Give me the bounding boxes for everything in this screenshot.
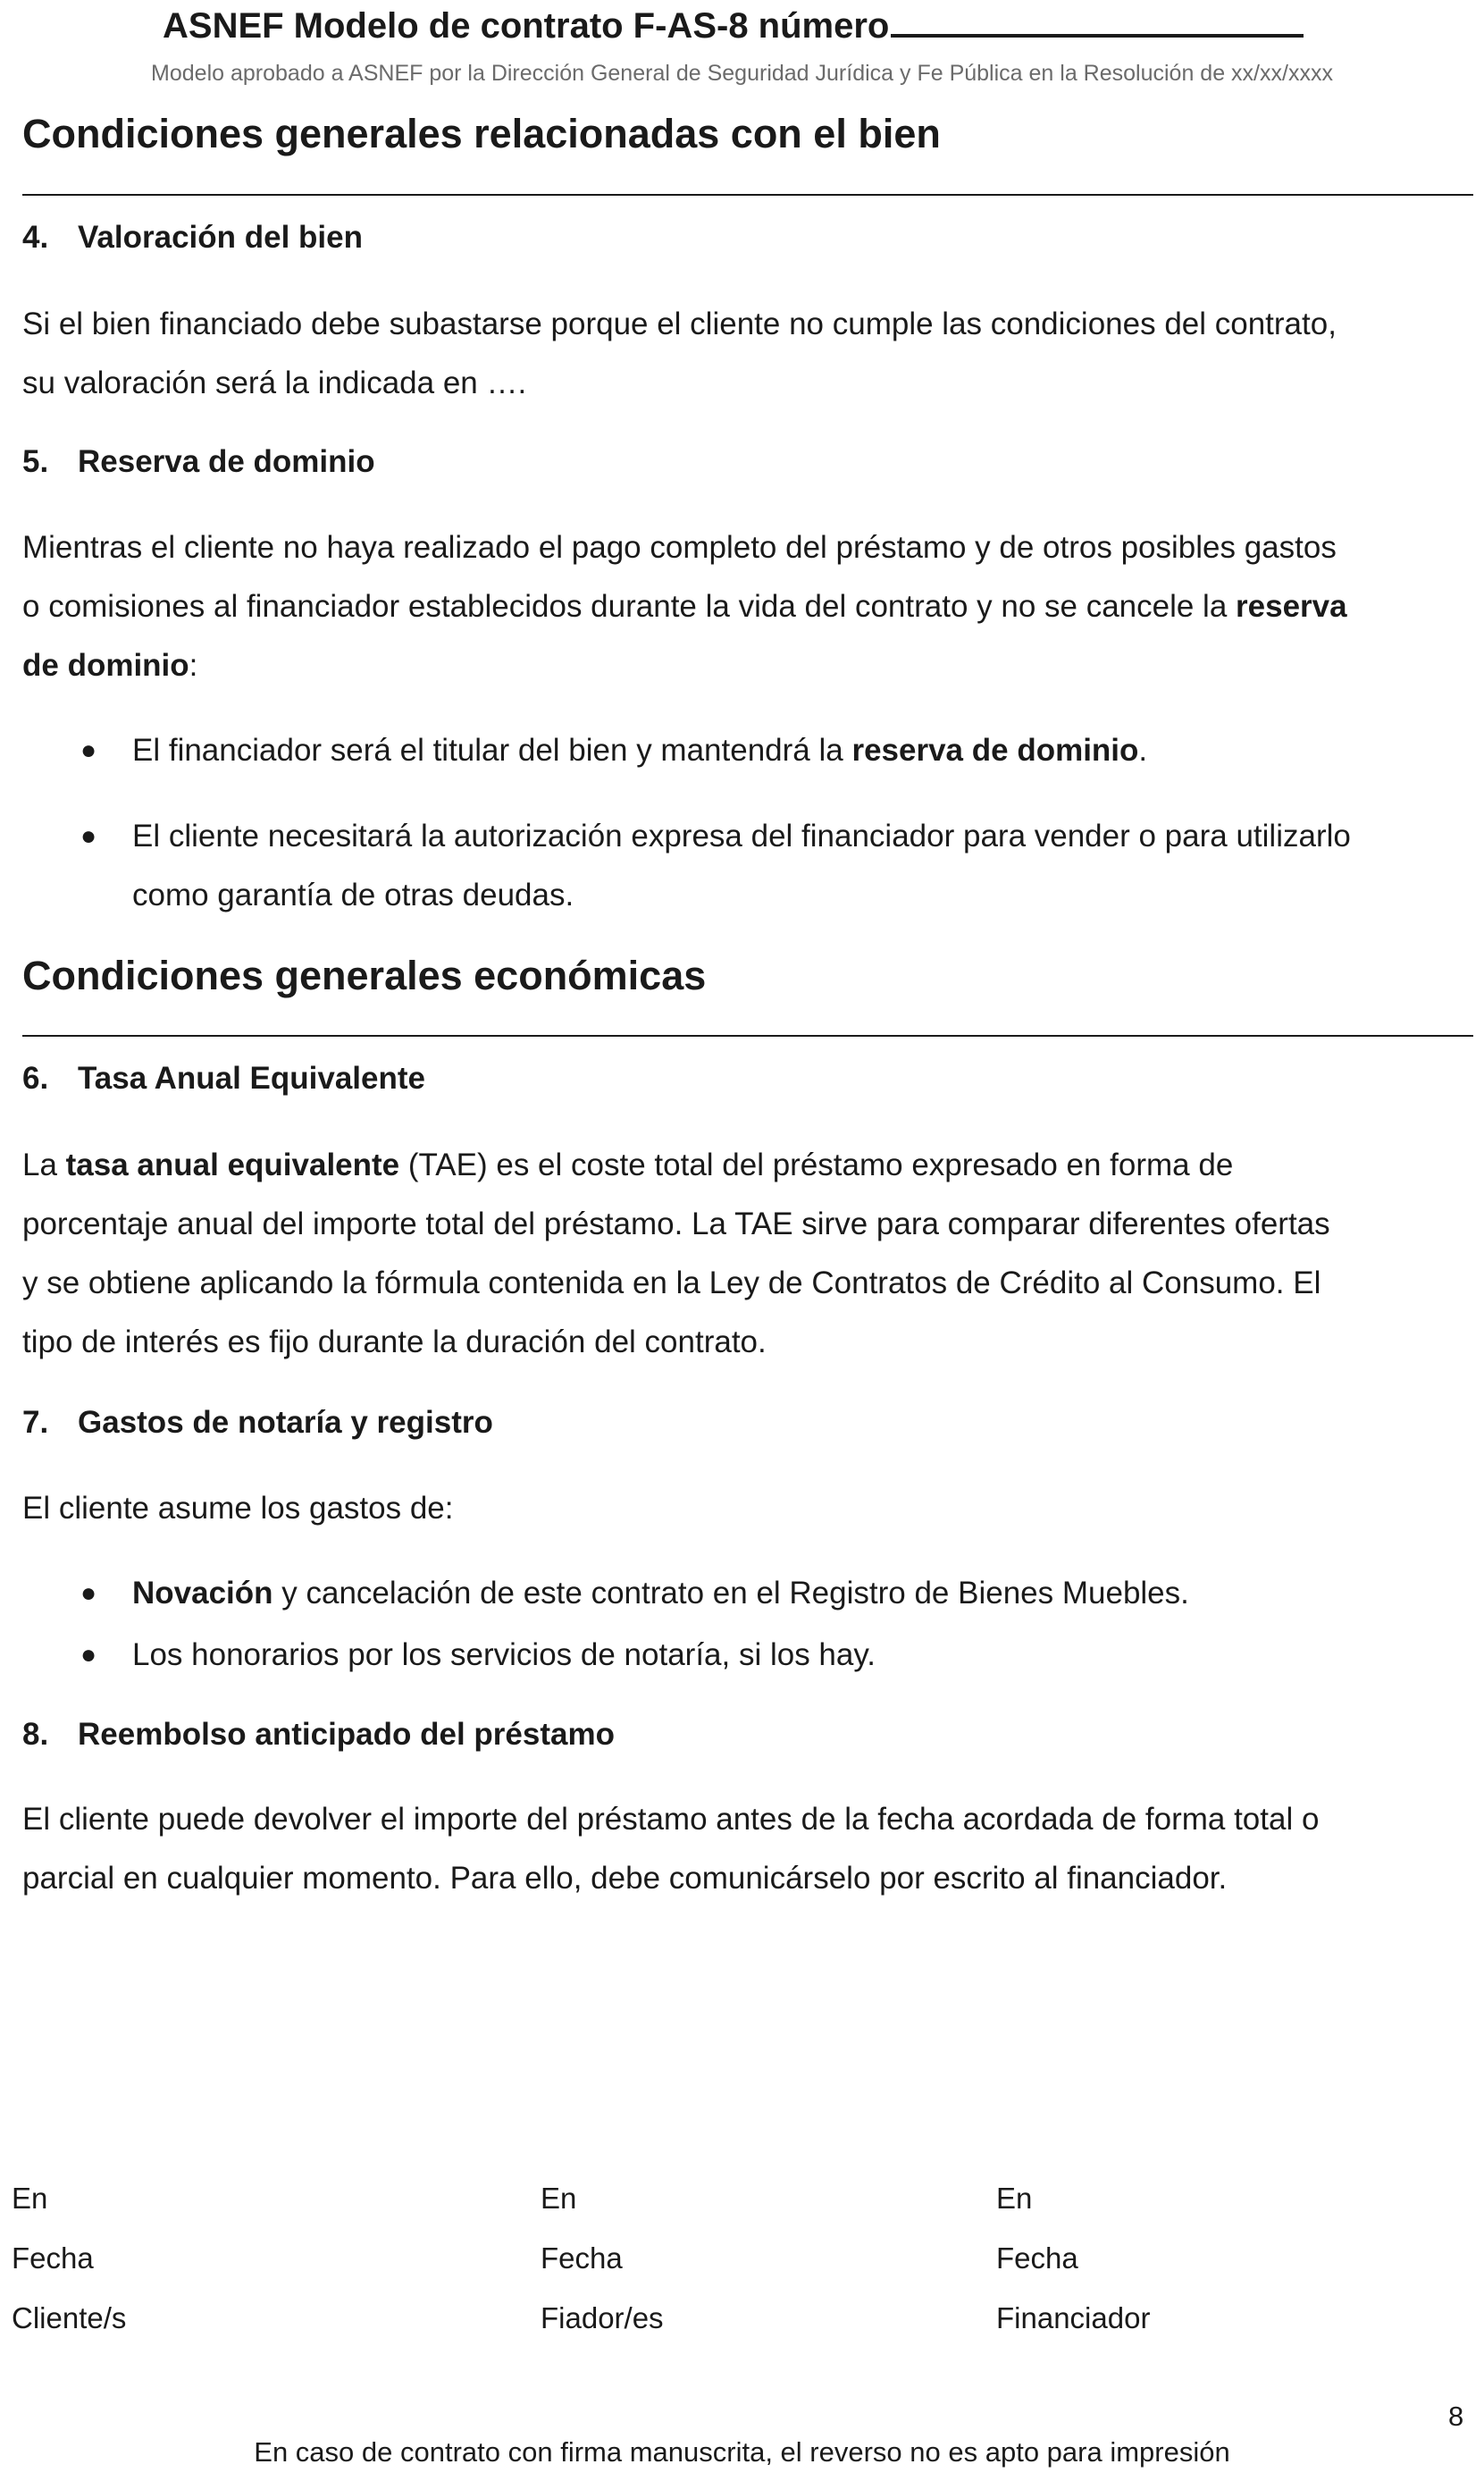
signature-block-fiador [541, 2168, 664, 2348]
text-line: Si el bien financiado debe subastarse porque el cliente no cumple las condiciones del contrato, [22, 307, 1337, 341]
bold-term: reserva de dominio [851, 733, 1139, 768]
bullet-dot-icon: ● [80, 821, 97, 851]
bullet-dot-icon: ● [80, 1578, 97, 1608]
footer-note: En caso de contrato con firma manuscrita, el reverso no es apto para impresión [254, 2436, 1230, 2468]
text-run: . [1138, 733, 1148, 768]
bold-term: Novación [132, 1576, 273, 1611]
clause-4-heading [22, 220, 363, 256]
text-run: o comisiones al financiador establecidos durante la vida del contrato y no se cancele la [22, 589, 1237, 624]
clause-title: Valoración del bien [78, 220, 363, 255]
clause-title: Reembolso anticipado del préstamo [78, 1717, 615, 1752]
clause-number: 8. [22, 1717, 49, 1752]
clause-6-heading [22, 1061, 425, 1097]
text-line [22, 636, 1479, 695]
bullet-dot-icon: ● [80, 736, 97, 765]
text-line: como garantía de otras deudas. [132, 878, 574, 913]
bullet-text [132, 1564, 1189, 1623]
text-line: tipo de interés es fijo durante la duración del contrato. [22, 1325, 767, 1359]
signature-party-label: Financiador [996, 2301, 1151, 2334]
clause-8-heading [22, 1717, 615, 1753]
bullet-text: Los honorarios por los servicios de notaría, si los hay. [132, 1637, 876, 1672]
text-line: El cliente asume los gastos de: [22, 1491, 454, 1526]
clause-5-text [22, 518, 1479, 695]
signature-block-financiador [996, 2168, 1150, 2348]
signature-date-label: Fecha [12, 2241, 94, 2275]
text-run: El financiador será el titular del bien y mantendrá la [132, 733, 852, 768]
clause-number: 6. [22, 1061, 49, 1096]
clause-8-text [22, 1790, 1479, 1908]
document-header-title [163, 4, 1304, 46]
document-header-subtitle: Modelo aprobado a ASNEF por la Dirección General de Seguridad Jurídica y Fe Pública en la Resolución de xx/xx/xxxx [151, 61, 1333, 86]
signature-block-cliente [12, 2168, 126, 2348]
page-number: 8 [1448, 2401, 1464, 2432]
bullet-text [132, 807, 1351, 925]
text-line [22, 1136, 1479, 1195]
clause-title: Gastos de notaría y registro [78, 1405, 493, 1440]
text-line: y se obtiene aplicando la fórmula contenida en la Ley de Contratos de Crédito al Consumo. El [22, 1266, 1321, 1300]
clause-7-heading [22, 1405, 493, 1441]
clause-title: Tasa Anual Equivalente [78, 1061, 425, 1096]
text-line: El cliente necesitará la autorización expresa del financiador para vender o para utilizarlo [132, 819, 1351, 854]
text-run: y cancelación de este contrato en el Registro de Bienes Muebles. [272, 1576, 1189, 1611]
text-run: : [189, 648, 198, 683]
text-line: porcentaje anual del importe total del préstamo. La TAE sirve para comparar diferentes ofertas [22, 1207, 1330, 1241]
text-line: Mientras el cliente no haya realizado el pago completo del préstamo y de otros posibles gastos [22, 530, 1337, 565]
bold-term: reserva [1236, 589, 1347, 624]
section-divider [22, 194, 1473, 196]
text-line: parcial en cualquier momento. Para ello, debe comunicárselo por escrito al financiador. [22, 1861, 1228, 1896]
header-title-text: ASNEF Modelo de contrato F-AS-8 número [163, 6, 890, 46]
clause-number: 7. [22, 1405, 49, 1440]
signature-place-label: En [996, 2182, 1033, 2215]
signature-place-label: En [12, 2182, 48, 2215]
clause-7-intro [22, 1479, 1479, 1538]
signature-party-label: Cliente/s [12, 2301, 127, 2334]
clause-title: Reserva de dominio [78, 444, 375, 479]
clause-6-text [22, 1136, 1479, 1372]
clause-number: 4. [22, 220, 49, 255]
clause-number: 5. [22, 444, 49, 479]
bullet-dot-icon: ● [80, 1640, 97, 1669]
signature-party-label: Fiador/es [541, 2301, 664, 2334]
section-title-bien: Condiciones generales relacionadas con el bien [22, 111, 941, 156]
clause-5-heading [22, 444, 375, 480]
bold-term: de dominio [22, 648, 189, 683]
contract-number-blank [891, 4, 1304, 38]
signature-date-label: Fecha [541, 2241, 623, 2275]
signature-place-label: En [541, 2182, 577, 2215]
clause-4-text [22, 295, 1479, 413]
section-divider [22, 1035, 1473, 1037]
text-run: La [22, 1148, 66, 1182]
signature-date-label: Fecha [996, 2241, 1078, 2275]
text-line [22, 577, 1479, 636]
text-run: (TAE) es el coste total del préstamo expresado en forma de [399, 1148, 1234, 1182]
section-title-economicas: Condiciones generales económicas [22, 953, 707, 998]
text-line: El cliente puede devolver el importe del préstamo antes de la fecha acordada de forma total o [22, 1802, 1320, 1837]
text-line: su valoración será la indicada en …. [22, 366, 527, 400]
bold-term: tasa anual equivalente [65, 1148, 400, 1182]
bullet-text [132, 721, 1147, 780]
